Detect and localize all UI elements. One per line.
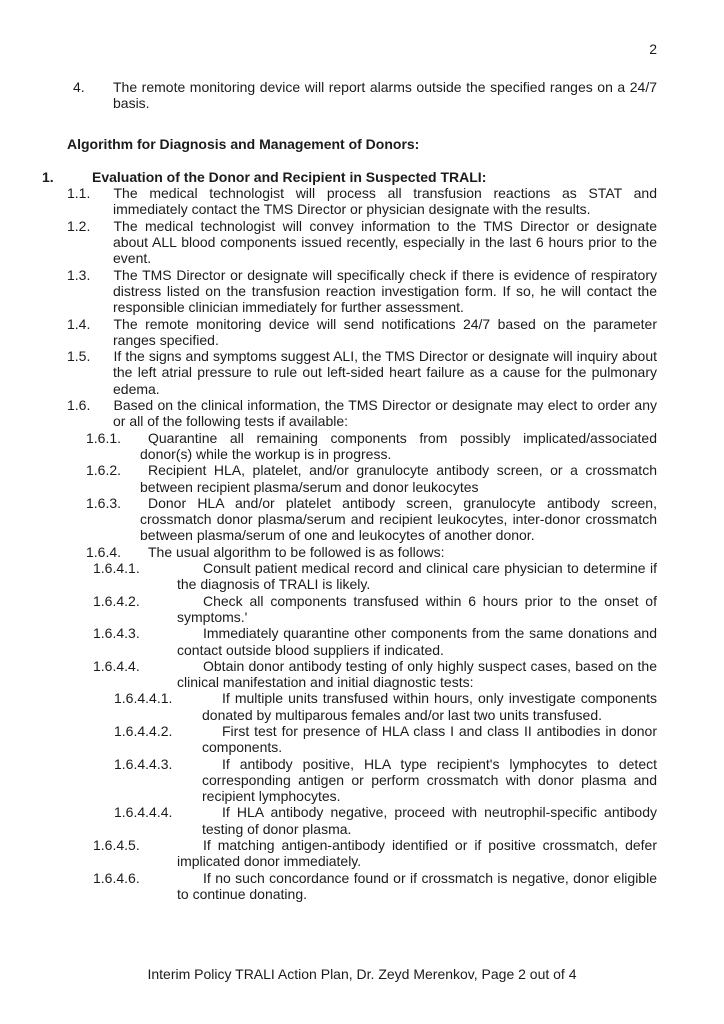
item-number: 1.2.	[67, 217, 91, 234]
item-number: 1.6.1.	[86, 429, 122, 446]
list-item	[86, 543, 657, 560]
item-text: First test for presence of HLA class I and class II antibodies in donor components.	[202, 722, 657, 756]
item-text: If no such concordance found or if crossmatch is negative, donor eligible to continue donating.	[177, 869, 657, 902]
item-number: 1.1.	[67, 185, 91, 202]
list-item	[114, 722, 657, 756]
list-item	[67, 397, 657, 430]
item-number: 1.6.4.4.	[93, 657, 140, 674]
list-item	[93, 592, 657, 626]
document-body	[42, 79, 657, 902]
item-text: The remote monitoring device will send notifications 24/7 based on the parameter ranges specified.	[113, 315, 657, 348]
list-item	[67, 185, 657, 218]
item-text: Consult patient medical record and clinical care physician to determine if the diagnosis of TRALI is likely.	[177, 560, 657, 593]
list-item	[86, 462, 657, 495]
item-number: 1.6.4.5.	[93, 837, 140, 854]
list-item	[114, 804, 657, 837]
section-number: 1.	[42, 168, 54, 185]
list-item	[67, 266, 657, 316]
item-number: 1.6.4.4.2.	[114, 722, 173, 739]
item-text: The TMS Director or designate will specifically check if there is evidence of respiratory distress listed on the transfusion reaction investigation form. If so, he will contact the responsible clinician immediately for further assessment.	[113, 266, 657, 316]
item-number: 1.6.4.4.1.	[114, 690, 173, 707]
item-text: If matching antigen-antibody identified or if positive crossmatch, defer implicated donor immediately.	[177, 837, 657, 870]
item-text: Donor HLA and/or platelet antibody screen, granulocyte antibody screen, crossmatch donor plasma/serum and recipient leukocytes, inter-donor crossmatch between plasma/serum of one and leukocytes of another donor.	[140, 494, 657, 544]
list-item	[93, 560, 657, 593]
item-number: 1.3.	[67, 266, 91, 283]
item-text: The medical technologist will convey information to the TMS Director or designate about ALL blood components issued recently, especially in the last 6 hours prior to the event.	[113, 217, 657, 267]
list-item	[93, 625, 657, 658]
list-item	[86, 494, 657, 544]
item-number: 1.6.4.4.4.	[114, 804, 173, 821]
item-number: 1.6.4.	[86, 543, 122, 560]
item-number: 1.4.	[67, 315, 91, 332]
item-text: The remote monitoring device will report alarms outside the specified ranges on a 24/7 basis.	[113, 79, 657, 112]
section-title	[42, 168, 657, 185]
list-item	[114, 755, 657, 805]
section-heading: Algorithm for Diagnosis and Management of Donors:	[67, 135, 420, 152]
item-number: 4.	[73, 79, 85, 95]
list-item	[86, 429, 657, 463]
item-text: Obtain donor antibody testing of only highly suspect cases, based on the clinical manifestation and initial diagnostic tests:	[177, 657, 657, 691]
list-item	[93, 657, 657, 691]
page-number-row	[0, 41, 657, 57]
item-number: 1.6.4.4.3.	[114, 755, 173, 772]
page-footer: Interim Policy TRALI Action Plan, Dr. Zeyd Merenkov, Page 2 out of 4	[147, 966, 577, 982]
item-text: If antibody positive, HLA type recipient's lymphocytes to detect corresponding antigen or perform crossmatch with donor plasma and recipient lymphocytes.	[202, 755, 657, 805]
item-number: 1.6.4.3.	[93, 625, 140, 642]
item-text: Quarantine all remaining components from possibly implicated/associated donor(s) while the workup is in progress.	[140, 429, 657, 462]
list-item	[67, 348, 657, 397]
item-number: 1.6.	[67, 397, 91, 414]
item-text: The usual algorithm to be followed is as follows:	[148, 543, 445, 560]
list-item-preamble	[73, 79, 657, 112]
item-number: 1.5.	[67, 348, 91, 365]
item-number: 1.6.4.6.	[93, 869, 140, 886]
numbered-list	[67, 185, 657, 902]
item-text: If multiple units transfused within hours, only investigate components donated by multiparous females and/or last two units transfused.	[202, 690, 657, 723]
item-number: 1.6.3.	[86, 494, 122, 511]
list-item	[67, 315, 657, 349]
section-title-text: Evaluation of the Donor and Recipient in Suspected TRALI:	[92, 168, 487, 185]
item-number: 1.6.4.2.	[93, 592, 140, 609]
item-text: Based on the clinical information, the TMS Director or designate may elect to order any or all of the following tests if available:	[113, 397, 657, 430]
item-number: 1.6.4.1.	[93, 560, 140, 577]
item-text: Immediately quarantine other components from the same donations and contact outside blood suppliers if indicated.	[177, 625, 657, 658]
page-number: 2	[649, 41, 657, 57]
item-text: Recipient HLA, platelet, and/or granulocyte antibody screen, or a crossmatch between recipient plasma/serum and donor leukocytes	[140, 462, 657, 495]
item-text: If HLA antibody negative, proceed with neutrophil-specific antibody testing of donor plasma.	[202, 804, 657, 837]
list-item	[93, 837, 657, 870]
list-item	[114, 690, 657, 723]
item-text: The medical technologist will process all transfusion reactions as STAT and immediately contact the TMS Director or physician designate with the results.	[113, 185, 657, 218]
list-item	[67, 217, 657, 267]
item-number: 1.6.2.	[86, 462, 122, 479]
item-text: Check all components transfused within 6 hours prior to the onset of symptoms.'	[177, 592, 657, 625]
list-item	[93, 869, 657, 903]
item-text: If the signs and symptoms suggest ALI, the TMS Director or designate will inquiry about the left atrial pressure to rule out left-sided heart failure as a cause for the pulmonary edema.	[113, 348, 657, 397]
